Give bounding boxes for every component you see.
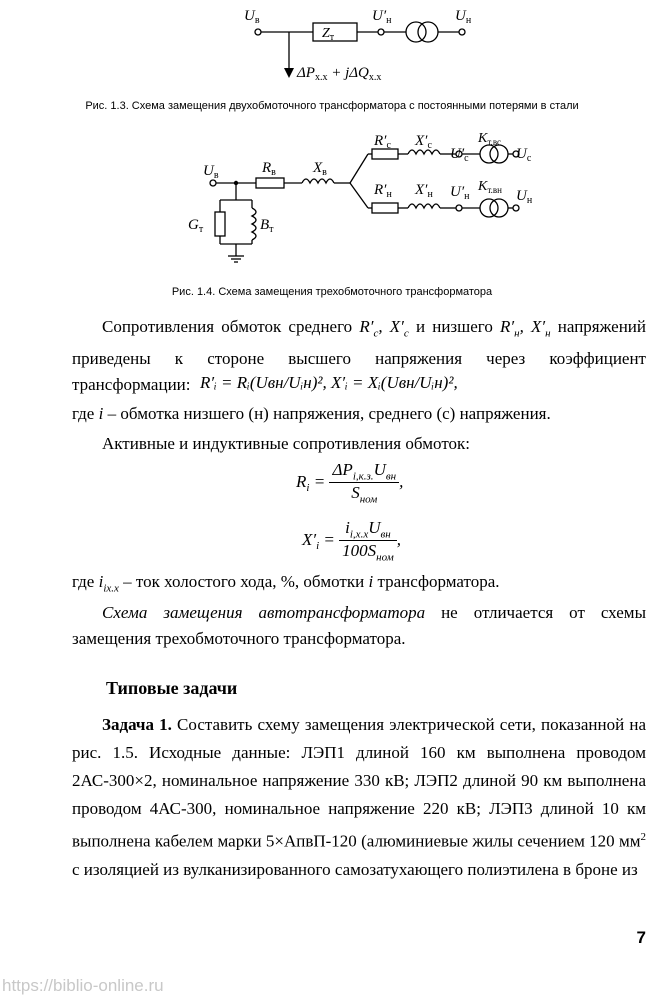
fig14-label-xc: $X'_с$ (415, 133, 432, 151)
formula-ri: $R_i$ = $\frac{\Delta P_{i,к.з.}U_{вн}}{S_{ном}}$ , (296, 460, 404, 506)
fig14-label-ktvc: $K_{т.вс}$ (478, 131, 502, 147)
fig14-label-ucp: $U'_с$ (450, 146, 469, 164)
section-heading: Типовые задачи (106, 678, 238, 698)
figure-1-4-caption: Рис. 1.4. Схема замещения трехобмоточного трансформатора (171, 286, 493, 298)
fig14-label-xn: $X'_н$ (415, 182, 433, 200)
figure-1-3-caption: Рис. 1.3. Схема замещения двухобмоточного трансформатора с постоянными потерями в стали (85, 100, 579, 112)
paragraph-task-1: Задача 1. Составить схему замещения электрической сети, показанной на рис. 1.5. Исходные данные: ЛЭП1 длиной 160 км выполнена проводом 2АС-300×2, номинальное напряжение 330 кВ; ЛЭП2 длиной 90 км выполнена проводом 4АС-300, номинальное напряжение 220 кВ; ЛЭП3 длиной 10 км выполнена кабелем марки 5×АпвП-120 (алюминиевые жилы сечением 120 $мм^2$ с изоляцией из вулканизированного самозатухающего полиэтилена в броне из (72, 715, 646, 879)
fig13-label-unprime: $U'_н$ (372, 8, 392, 26)
footer-url: https://biblio-online.ru (2, 976, 164, 995)
fig14-label-rc: $R'_с$ (374, 133, 391, 151)
fig14-label-uc: $U_с$ (516, 146, 532, 164)
fig14-label-uv: $U_в$ (203, 163, 219, 181)
fig14-label-un: $U_н$ (516, 188, 533, 206)
page-number: 7 (636, 928, 646, 947)
fig14-label-unp: $U'_н$ (450, 184, 470, 202)
fig13-label-z: $Z_т$ (322, 26, 335, 43)
figure-1-4-diagram (0, 120, 664, 280)
fig14-label-rv: $R_в$ (262, 160, 276, 178)
fig13-label-uv: $U_в$ (244, 8, 260, 26)
fig13-label-loss: $\Delta P_{х.х} + j\Delta Q_{х.х}$ (297, 65, 382, 83)
where-line-1: где i – обмотка низшего (н) напряжения, среднего (с) напряжения. (72, 404, 551, 423)
formula-xi: $X'_i$ = $\frac{i_{i,х.х}U_{вн}}{100S_{ном}}$ , (302, 518, 401, 564)
paragraph-autotransformer: Схема замещения автотрансформатора не отличается от схемы замещения трехобмоточного трансформатора. (72, 603, 646, 648)
paragraph-resistances: Сопротивления обмоток среднего $R'_с$, $X'_с$ и низшего $R'_н$, $X'_н$ напряжений приведены к стороне высшего напряжения через коэффициент трансформации: (72, 317, 646, 395)
formula-reduction: R′ᵢ = Rᵢ(Uвн/Uᵢн)², X′ᵢ = Xᵢ(Uвн/Uᵢн)², (200, 373, 458, 392)
fig14-label-gt: $G_т$ (188, 217, 204, 235)
fig14-label-bt: $B_т$ (260, 217, 274, 235)
paragraph-active-inductive: Активные и индуктивные сопротивления обмоток: (102, 434, 471, 453)
where-line-2: где $i_{iх.х}$ – ток холостого хода, %, обмотки i трансформатора. (72, 572, 500, 595)
fig14-label-rn: $R'_н$ (374, 182, 392, 200)
fig14-label-ktvn: $K_{т.вн}$ (478, 179, 502, 195)
fig13-label-un: $U_н$ (455, 8, 472, 26)
fig14-label-xv: $X_в$ (313, 160, 327, 178)
figure-1-3-diagram (0, 0, 664, 90)
